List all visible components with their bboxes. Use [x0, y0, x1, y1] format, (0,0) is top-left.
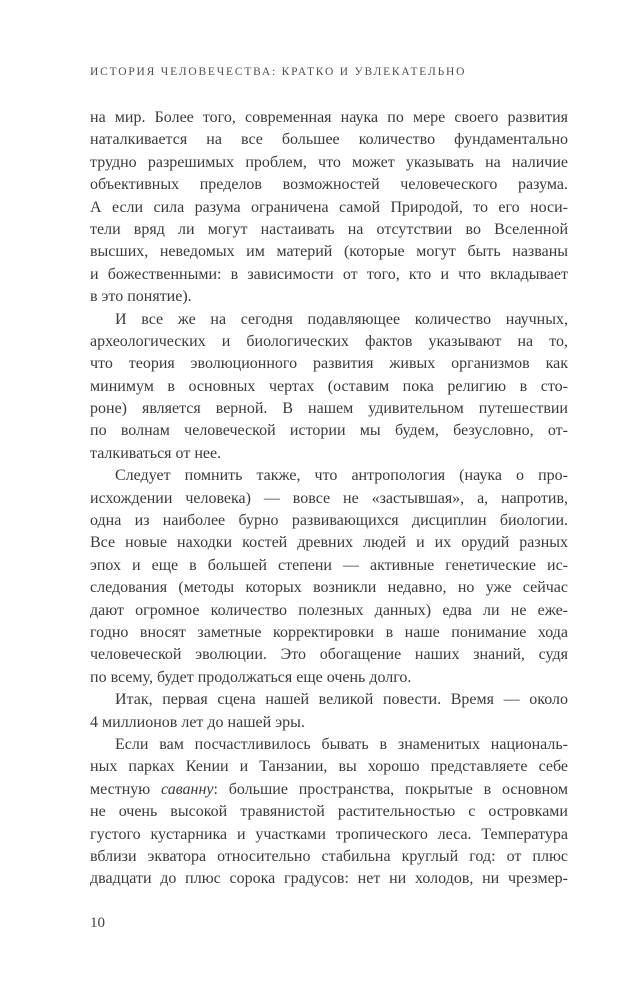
text-line: исхождении человека) — вовсе не «застывшая», а, напротив,: [90, 489, 568, 507]
text-line: И все же на сегодня подавляющее количество научных,: [115, 310, 568, 328]
text-line: Следует помнить также, что антропология (наука о про-: [115, 467, 568, 485]
text-block: [90, 107, 568, 891]
text-line: 4 миллионов лет до нашей эры.: [90, 713, 305, 731]
text-line: роне) является верной. В нашем удивительном путешествии: [90, 400, 568, 418]
text-line: по волнам человеческой истории мы будем, безусловно, от-: [90, 422, 568, 440]
running-header: ИСТОРИЯ ЧЕЛОВЕЧЕСТВА: КРАТКО И УВЛЕКАТЕЛЬНО: [90, 66, 467, 78]
text-line: ных парках Кении и Танзании, вы хорошо представляете себе: [90, 758, 568, 776]
text-line: и божественными: в зависимости от того, кто и что вкладывает: [90, 265, 568, 283]
text-line: в это понятие).: [90, 288, 192, 306]
text-line: Если вам посчастливилось бывать в знаменитых националь-: [115, 735, 568, 753]
text-line: не очень высокой травянистой растительностью с островками: [90, 803, 568, 821]
text-line: А если сила разума ограничена самой Природой, то его носи-: [90, 198, 568, 216]
text-line: следования (методы которых возникли недавно, но уже сейчас: [90, 579, 568, 597]
text-line: двадцати до плюс сорока градусов: нет ни холодов, ни чрезмер-: [90, 870, 568, 888]
text-run: местную: [90, 780, 162, 798]
text-run: : большие пространства, покрытые в основном: [213, 780, 568, 798]
text-line: минимум в основных чертах (оставим пока религию в сто-: [90, 377, 568, 395]
page-number: 10: [90, 915, 105, 931]
text-line: археологических и биологических фактов указывают на то,: [90, 332, 568, 350]
text-line: Все новые находки костей древних людей и их орудий разных: [90, 534, 568, 552]
text-line: по всему, будет продолжаться еще очень долго.: [90, 668, 412, 686]
text-line: объективных пределов возможностей человеческого разума.: [90, 176, 568, 194]
text-line: Итак, первая сцена нашей великой повести. Время — около: [115, 691, 568, 709]
text-line: одна из наиболее бурно развивающихся дисциплин биологии.: [90, 512, 568, 530]
text-line: густого кустарника и участками тропического леса. Температура: [90, 825, 568, 843]
text-line: наталкивается на все большее количество фундаментально: [90, 131, 568, 149]
text-line: на мир. Более того, современная наука по мере своего развития: [90, 109, 568, 126]
italic-term: саванну: [161, 780, 214, 798]
text-line: высших, неведомых им материй (которые могут быть названы: [90, 243, 568, 261]
text-line: что теория эволюционного развития живых организмов как: [90, 355, 568, 373]
text-line: вблизи экватора относительно стабильна круглый год: от плюс: [90, 847, 568, 865]
text-line: трудно разрешимых проблем, что может указывать на наличие: [90, 153, 568, 171]
text-line: дают огромное количество полезных данных) едва ли не еже-: [90, 601, 568, 619]
text-line: годно вносят заметные корректировки в наше понимание хода: [90, 623, 568, 641]
text-line: эпох и еще в большей степени — активные генетические ис-: [90, 556, 568, 574]
text-line: [90, 779, 568, 801]
text-line: талкиваться от нее.: [90, 444, 222, 462]
text-line: человеческой эволюции. Это обогащение наших знаний, судя: [90, 646, 568, 664]
text-line: тели вряд ли могут настаивать на отсутствии во Вселенной: [90, 220, 568, 238]
